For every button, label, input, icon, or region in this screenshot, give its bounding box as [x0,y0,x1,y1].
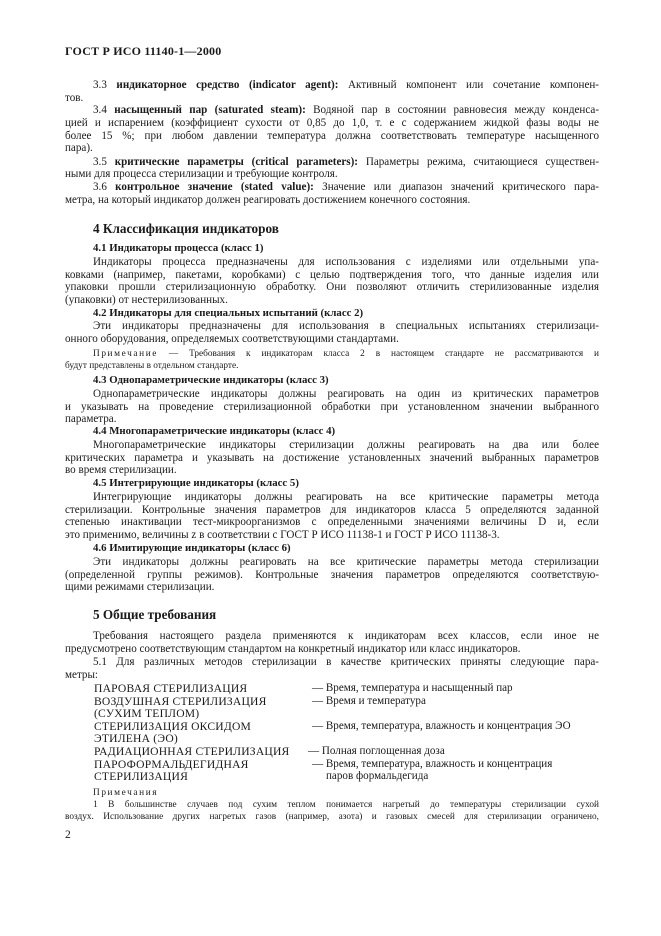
definition-text: Водяной пар в состоянии равновесия между конденса- [313,104,600,116]
definition-term: контрольное значение (stated value): [115,181,314,193]
method-name: ПАРОФОРМАЛЬДЕГИДНАЯ [94,758,249,771]
method-name: ПАРОВАЯ СТЕРИЛИЗАЦИЯ [94,682,248,695]
paragraph-line: (упаковки) от нестерилизованных. [65,294,228,306]
method-params: — Время, температура, влажность и концентрация ЭО [312,720,571,732]
definition-number: 3.6 [93,181,107,193]
definition-text: более 15 %; при любом давлении температура должна соответствовать температуре насыщенного [65,130,599,142]
method-params: — Время, температура, влажность и концентрация [312,758,553,770]
subsection-4-6-title: 4.6 Имитирующие индикаторы (класс 6) [93,542,291,554]
method-params: — Полная поглощенная доза [308,745,445,757]
note-label: Примечание [93,349,158,359]
definition-term: индикаторное средство (indicator agent): [116,79,339,91]
note-line: 1 В большинстве случаев под сухим теплом понимается нагретый до температуры стерилизации сухой [93,800,599,810]
paragraph-line: ковками (например, пакетами, коробками) с целью подтверждения того, что данные изделия или [65,269,599,281]
subsection-4-3-title: 4.3 Однопараметрические индикаторы (класс 3) [93,374,329,386]
paragraph-line: онного оборудования, определяемых соответствующими стандартами. [65,333,399,345]
paragraph-line: и указывать на проведение стерилизационной обработки при установленном значении выбранного [65,401,599,413]
paragraph-line: предусмотрено соответствующим стандартом на конкретный индикатор или класс индикаторов. [65,643,521,655]
note-text: — Требования к индикаторам класса 2 в настоящем стандарте не рассматриваются и [168,349,599,359]
definition-number: 3.3 [93,79,107,91]
paragraph-line: Однопараметрические индикаторы должны реагировать на один из критических параметров [93,388,599,400]
page-number: 2 [65,829,71,841]
notes-label: Примечания [93,788,159,798]
paragraph-line: Многопараметрические индикаторы стерилизации должны реагировать на два или более [93,439,599,451]
definition-text: тов. [65,92,84,104]
paragraph-line: параметра. [65,413,117,425]
paragraph-line: Индикаторы процесса предназначены для использования с изделиями или отдельными упа- [93,256,599,268]
note-line: будут представлены в отдельном стандарте. [65,361,239,371]
method-params: — Время, температура и насыщенный пар [312,682,513,694]
definition-text: Активный компонент или сочетание компонен- [347,79,599,91]
paragraph-line: щими режимами стерилизации. [65,581,215,593]
definition-text: метра, на который индикатор должен реагировать достижением конечного состояния. [65,194,471,206]
definition-text: пара). [65,142,93,154]
paragraph-line: степенью инактивации тест-микроорганизмов с определенными значениями величины D и, если [65,516,599,528]
definition-number: 3.5 [93,156,107,168]
definition-text: цией и испарением (коэффициент сухости от 0,85 до 1,0, т. е с содержанием жидкой фазы воды не [65,117,599,129]
definition-term: насыщенный пар (saturated steam): [114,104,306,116]
method-params: — Время и температура [312,695,426,707]
paragraph-line: 5.1 Для различных методов стерилизации в качестве критических приняты следующие пара- [93,656,599,668]
document-header: ГОСТ Р ИСО 11140-1—2000 [65,44,222,58]
paragraph-line: Требования настоящего раздела применяются к индикаторам всех классов, если иное не [93,630,599,642]
note-line: воздух. Использование других нагретых газов (например, азота) и газовых смесей для стерилизации ограничено, [65,812,599,822]
method-params: паров формальдегида [326,770,429,782]
definition-number: 3.4 [93,104,107,116]
definition-3-3 [93,79,599,92]
paragraph-line: критических параметра и указывать на достижение установленных значений выбранных параметров [65,452,599,464]
method-name: ВОЗДУШНАЯ СТЕРИЛИЗАЦИЯ [94,695,267,708]
definition-3-4 [93,104,599,117]
paragraph-line: во время стерилизации. [65,464,177,476]
method-name: РАДИАЦИОННАЯ СТЕРИЛИЗАЦИЯ [94,745,290,758]
definition-text: Значение или диапазон значений критического пара- [322,181,600,193]
paragraph-line: (определенной группы режимов). Контрольные значения параметров определяются соответствую- [65,569,599,581]
paragraph-line: это применимо, величины z в соответствии с ГОСТ Р ИСО 11138-1 и ГОСТ Р ИСО 11138-3. [65,529,500,541]
subsection-4-1-title: 4.1 Индикаторы процесса (класс 1) [93,242,264,254]
subsection-4-5-title: 4.5 Интегрирующие индикаторы (класс 5) [93,477,299,489]
definition-text: Параметры режима, считающиеся существен- [365,156,600,168]
method-name: ЭТИЛЕНА (ЭО) [94,732,178,745]
paragraph-line: Эти индикаторы должны реагировать на все критические параметры метода стерилизации [93,556,599,568]
section-4-title: 4 Классификация индикаторов [93,221,279,236]
paragraph-line: стерилизации. Контрольные значения параметров для индикаторов класса 5 определяются заданной [65,504,599,516]
paragraph-line: Интегрирующие индикаторы должны реагировать на все критические параметры метода [93,491,599,503]
paragraph-line: Эти индикаторы предназначены для использования в специальных испытаниях стерилизаци- [93,320,599,332]
paragraph-line: упаковки прошли стерилизационную обработку. Они позволяют отличить стерилизованные изделия [65,281,599,293]
subsection-4-4-title: 4.4 Многопараметрические индикаторы (класс 4) [93,425,336,437]
subsection-4-2-title: 4.2 Индикаторы для специальных испытаний (класс 2) [93,307,364,319]
paragraph-line: метры: [65,669,99,681]
method-name: (СУХИМ ТЕПЛОМ) [94,707,200,720]
section-5-title: 5 Общие требования [93,607,217,622]
method-name: СТЕРИЛИЗАЦИЯ ОКСИДОМ [94,720,252,733]
definition-3-6 [93,181,599,194]
definition-text: ными для процесса стерилизации и требующие контроля. [65,168,338,180]
method-name: СТЕРИЛИЗАЦИЯ [94,770,189,783]
definition-term: критические параметры (critical parameters): [114,156,358,168]
